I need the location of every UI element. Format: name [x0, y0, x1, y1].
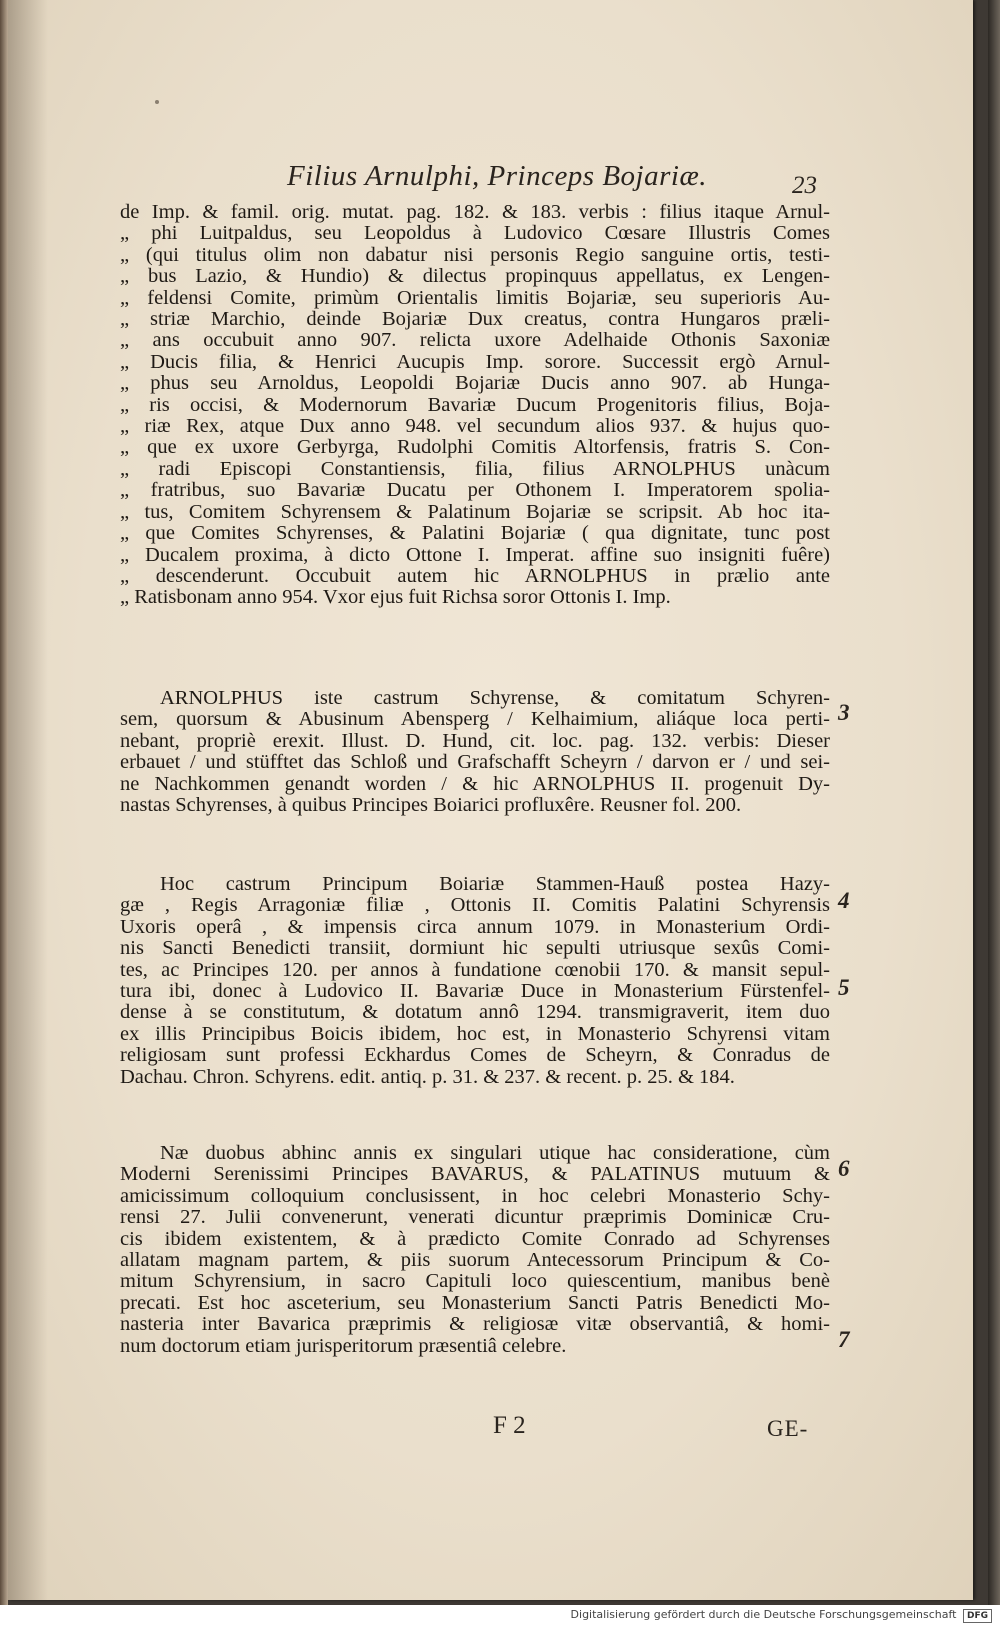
text-line: rensi 27. Julii convenerunt, venerati dicuntur præprimis Dominicæ Cru-	[120, 1207, 830, 1229]
text-line: erbauet / und stüfftet das Schloß und Grafschafft Scheyrn / darvon er / und sei-	[120, 752, 830, 774]
text-line: tura ibi, donec à Ludovico II. Bavariæ Duce in Monasterium Fürstenfel-	[120, 981, 830, 1003]
text-line: nastas Schyrenses, à quibus Principes Boiarici profluxêre. Reusner fol. 200.	[120, 795, 742, 817]
text-line: „ feldensi Comite, primùm Orientalis limitis Bojariæ, seu superioris Au-	[120, 287, 830, 309]
dfg-logo: DFG	[963, 1609, 992, 1623]
text-line: „ Ratisbonam anno 954. Vxor ejus fuit Richsa soror Ottonis I. Imp.	[120, 587, 671, 609]
text-line: amicissimum colloquium conclusissent, in hoc celebri Monasterio Schy-	[120, 1185, 830, 1207]
text-line: num doctorum etiam jurisperitorum præsentiâ celebre.	[120, 1335, 567, 1357]
text-line: nasteria inter Bavarica præprimis & religiosæ vitæ observantiâ, & homi-	[120, 1314, 830, 1336]
text-line: sem, quorsum & Abusinum Abensperg / Kelhaimium, aliáque loca perti-	[120, 709, 830, 731]
text-line: „ tus, Comitem Schyrensem & Palatinum Bojariæ se scripsit. Ab hoc ita-	[120, 501, 830, 523]
footer-credit-text: Digitalisierung gefördert durch die Deutsche Forschungsgemeinschaft	[570, 1608, 957, 1621]
margin-number: 5	[838, 975, 850, 1000]
signature-mark: F 2	[493, 1412, 526, 1439]
page-number: 23	[792, 172, 817, 199]
text-line: religiosam sunt professi Eckhardus Comes de Scheyrn, & Conradus de	[120, 1045, 830, 1067]
text-line: „ bus Lazio, & Hundio) & dilectus propinquus appellatus, ex Lengen-	[120, 266, 830, 288]
text-line: precati. Est hoc asceterium, seu Monasterium Sancti Patris Benedicti Mo-	[120, 1292, 830, 1314]
text-line: Hoc castrum Principum Boiariæ Stammen-Hauß postea Hazy-	[160, 874, 830, 895]
text-line: gæ , Regis Arragoniæ filiæ , Ottonis II. Comitis Palatini Schyrensis	[120, 895, 830, 917]
text-line: Uxoris operâ , & impensis circa annum 1079. in Monasterium Ordi-	[120, 916, 830, 938]
text-line: „ ris occisi, & Modernorum Bavariæ Ducum Progenitoris filius, Boja-	[120, 394, 830, 416]
text-line: „ que Comites Schyrenses, & Palatini Bojariæ ( qua dignitate, tunc post	[120, 523, 830, 545]
paper-speck	[155, 100, 159, 104]
text-line: „ radi Episcopi Constantiensis, filia, filius ARNOLPHUS unàcum	[120, 458, 830, 480]
margin-number: 6	[838, 1156, 850, 1181]
text-line: ARNOLPHUS iste castrum Schyrense, & comitatum Schyren-	[160, 688, 830, 709]
text-line: „ Ducis filia, & Henrici Aucupis Imp. sorore. Successit ergò Arnul-	[120, 351, 830, 373]
text-line: Dachau. Chron. Schyrens. edit. antiq. p. 31. & 237. & recent. p. 25. & 184.	[120, 1066, 735, 1088]
footer-bar	[0, 1605, 1000, 1627]
text-line: „ phus seu Arnoldus, Leopoldi Bojariæ Ducis anno 907. ab Hunga-	[120, 373, 830, 395]
margin-number: 4	[838, 888, 850, 913]
margin-number: 7	[838, 1327, 850, 1352]
text-line: tes, ac Principes 120. per annos à fundatione cœnobii 170. & mansit sepul-	[120, 959, 830, 981]
running-head: Filius Arnulphi, Princeps Bojariæ.	[287, 160, 708, 192]
text-line: „ fratribus, suo Bavariæ Ducatu per Othonem I. Imperatorem spolia-	[120, 480, 830, 502]
text-line: allatam magnam partem, & piis suorum Antecessorum Principum & Co-	[120, 1250, 830, 1272]
text-line: „ descenderunt. Occubuit autem hic ARNOLPHUS in prælio ante	[120, 565, 830, 587]
text-line: Moderni Serenissimi Principes BAVARUS, & PALATINUS mutuum &	[120, 1164, 830, 1186]
text-line: „ que ex uxore Gerbyrga, Rudolphi Comitis Altorfensis, fratris S. Con-	[120, 437, 830, 459]
text-line: „ (qui titulus olim non dabatur nisi personis Regio sanguine ortis, testi-	[120, 244, 830, 266]
margin-number: 3	[838, 700, 850, 725]
catchword: GE-	[767, 1416, 809, 1441]
text-line: „ riæ Rex, atque Dux anno 948. vel secundum alios 937. & hujus quo-	[120, 416, 830, 438]
text-line: cis ibidem existentem, & à prædicto Comite Conrado ad Schyrenses	[120, 1228, 830, 1250]
paragraph-3	[120, 874, 830, 1088]
text-line: ne Nachkommen genandt worden / & hic ARNOLPHUS II. progenuit Dy-	[120, 773, 830, 795]
page-gutter-shadow	[8, 0, 48, 1600]
text-line: ex illis Principibus Boicis ibidem, hoc est, in Monasterio Schyrensi vitam	[120, 1023, 830, 1045]
text-line: nebant, propriè erexit. Illust. D. Hund, cit. loc. pag. 132. verbis: Dieser	[120, 730, 830, 752]
left-edge	[0, 0, 8, 1627]
footer-credit	[571, 1608, 992, 1623]
text-line: „ phi Luitpaldus, seu Leopoldus à Ludovico Cœsare Illustris Comes	[120, 223, 830, 245]
text-line: Næ duobus abhinc annis ex singulari utique hac consideratione, cùm	[160, 1143, 830, 1164]
text-line: „ Ducalem proxima, à dicto Ottone I. Imperat. affine suo insigniti fuêre)	[120, 544, 830, 566]
paragraph-1	[120, 202, 830, 609]
paragraph-4	[120, 1143, 830, 1357]
text-line: mitum Schyrensium, in sacro Capituli loco quiescentium, manibus benè	[120, 1271, 830, 1293]
text-line: de Imp. & famil. orig. mutat. pag. 182. & 183. verbis : filius itaque Arnul-	[120, 202, 830, 223]
paragraph-2	[120, 688, 830, 816]
text-line: dense à se constitutum, & dotatum annô 1294. transmigraverit, item duo	[120, 1002, 830, 1024]
text-line: nis Sancti Benedicti transiit, dormiunt hic sepulti utriusque sexûs Comi-	[120, 938, 830, 960]
text-line: „ ans occubuit anno 907. relicta uxore Adelhaide Othonis Saxoniæ	[120, 330, 830, 352]
text-line: „ striæ Marchio, deinde Bojariæ Dux creatus, contra Hungaros præli-	[120, 309, 830, 331]
